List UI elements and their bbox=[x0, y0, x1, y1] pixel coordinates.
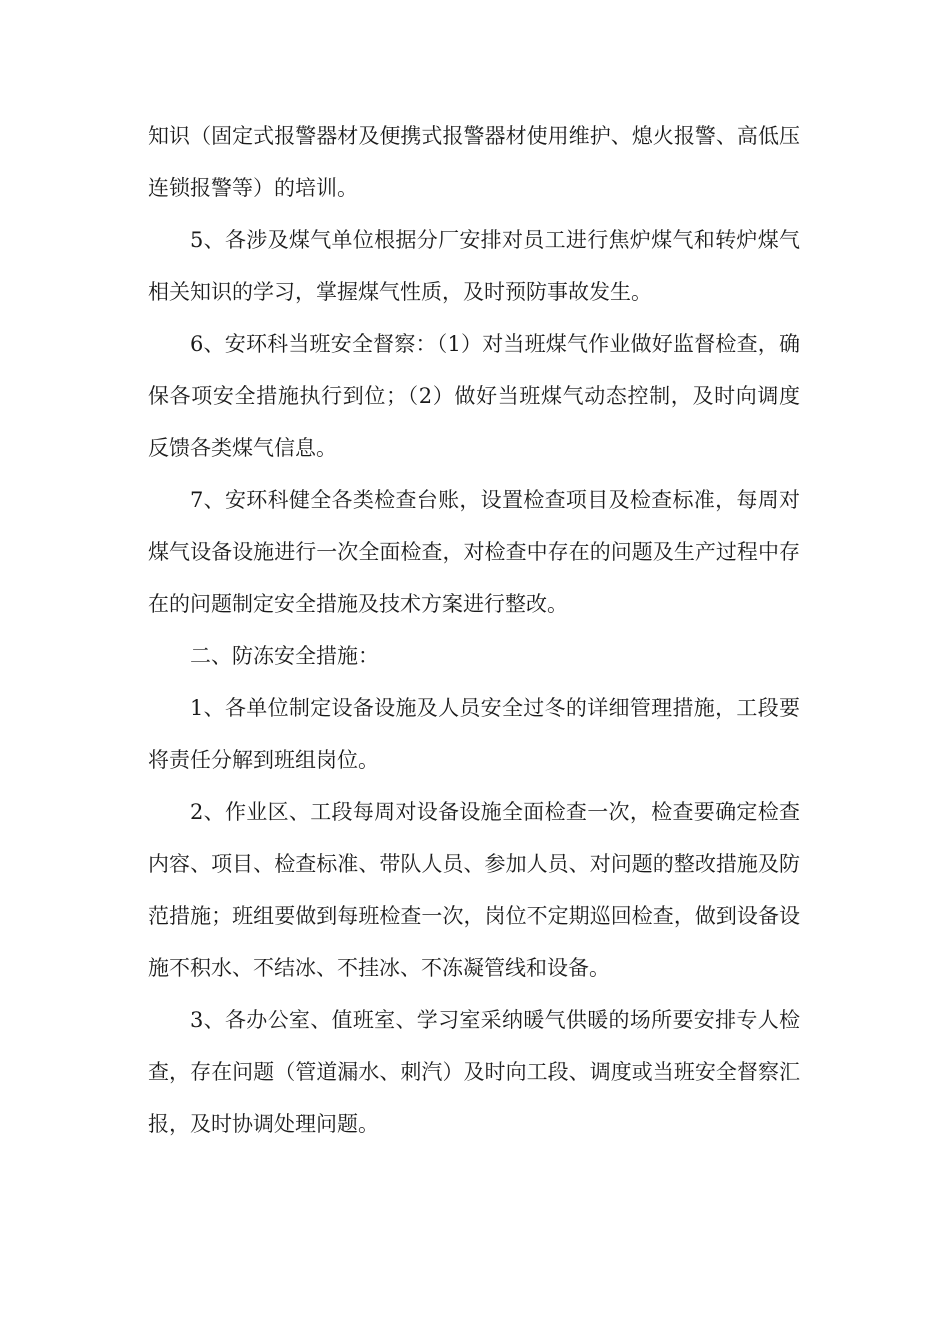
document-body bbox=[148, 110, 800, 1150]
paragraph-3: 6、安环科当班安全督察：（1）对当班煤气作业做好监督检查，确保各项安全措施执行到位；（2）做好当班煤气动态控制，及时向调度反馈各类煤气信息。 bbox=[148, 332, 800, 460]
paragraph-7: 3、各办公室、值班室、学习室采纳暖气供暖的场所要安排专人检查，存在问题（管道漏水、刺汽）及时向工段、调度或当班安全督察汇报，及时协调处理问题。 bbox=[148, 1008, 800, 1136]
paragraph-4: 7、安环科健全各类检查台账，设置检查项目及检查标准，每周对煤气设备设施进行一次全面检查，对检查中存在的问题及生产过程中存在的问题制定安全措施及技术方案进行整改。 bbox=[148, 488, 800, 616]
paragraph-5: 1、各单位制定设备设施及人员安全过冬的详细管理措施，工段要将责任分解到班组岗位。 bbox=[148, 696, 800, 772]
paragraph-2: 5、各涉及煤气单位根据分厂安排对员工进行焦炉煤气和转炉煤气相关知识的学习，掌握煤气性质，及时预防事故发生。 bbox=[148, 228, 800, 304]
section-heading-antifreeze: 二、防冻安全措施： bbox=[190, 644, 379, 668]
paragraph-1: 知识（固定式报警器材及便携式报警器材使用维护、熄火报警、高低压连锁报警等）的培训。 bbox=[148, 124, 800, 200]
paragraph-6: 2、作业区、工段每周对设备设施全面检查一次，检查要确定检查内容、项目、检查标准、带队人员、参加人员、对问题的整改措施及防范措施；班组要做到每班检查一次，岗位不定期巡回检查，做到设备设施不积水、不结冰、不挂冰、不冻凝管线和设备。 bbox=[148, 800, 800, 980]
